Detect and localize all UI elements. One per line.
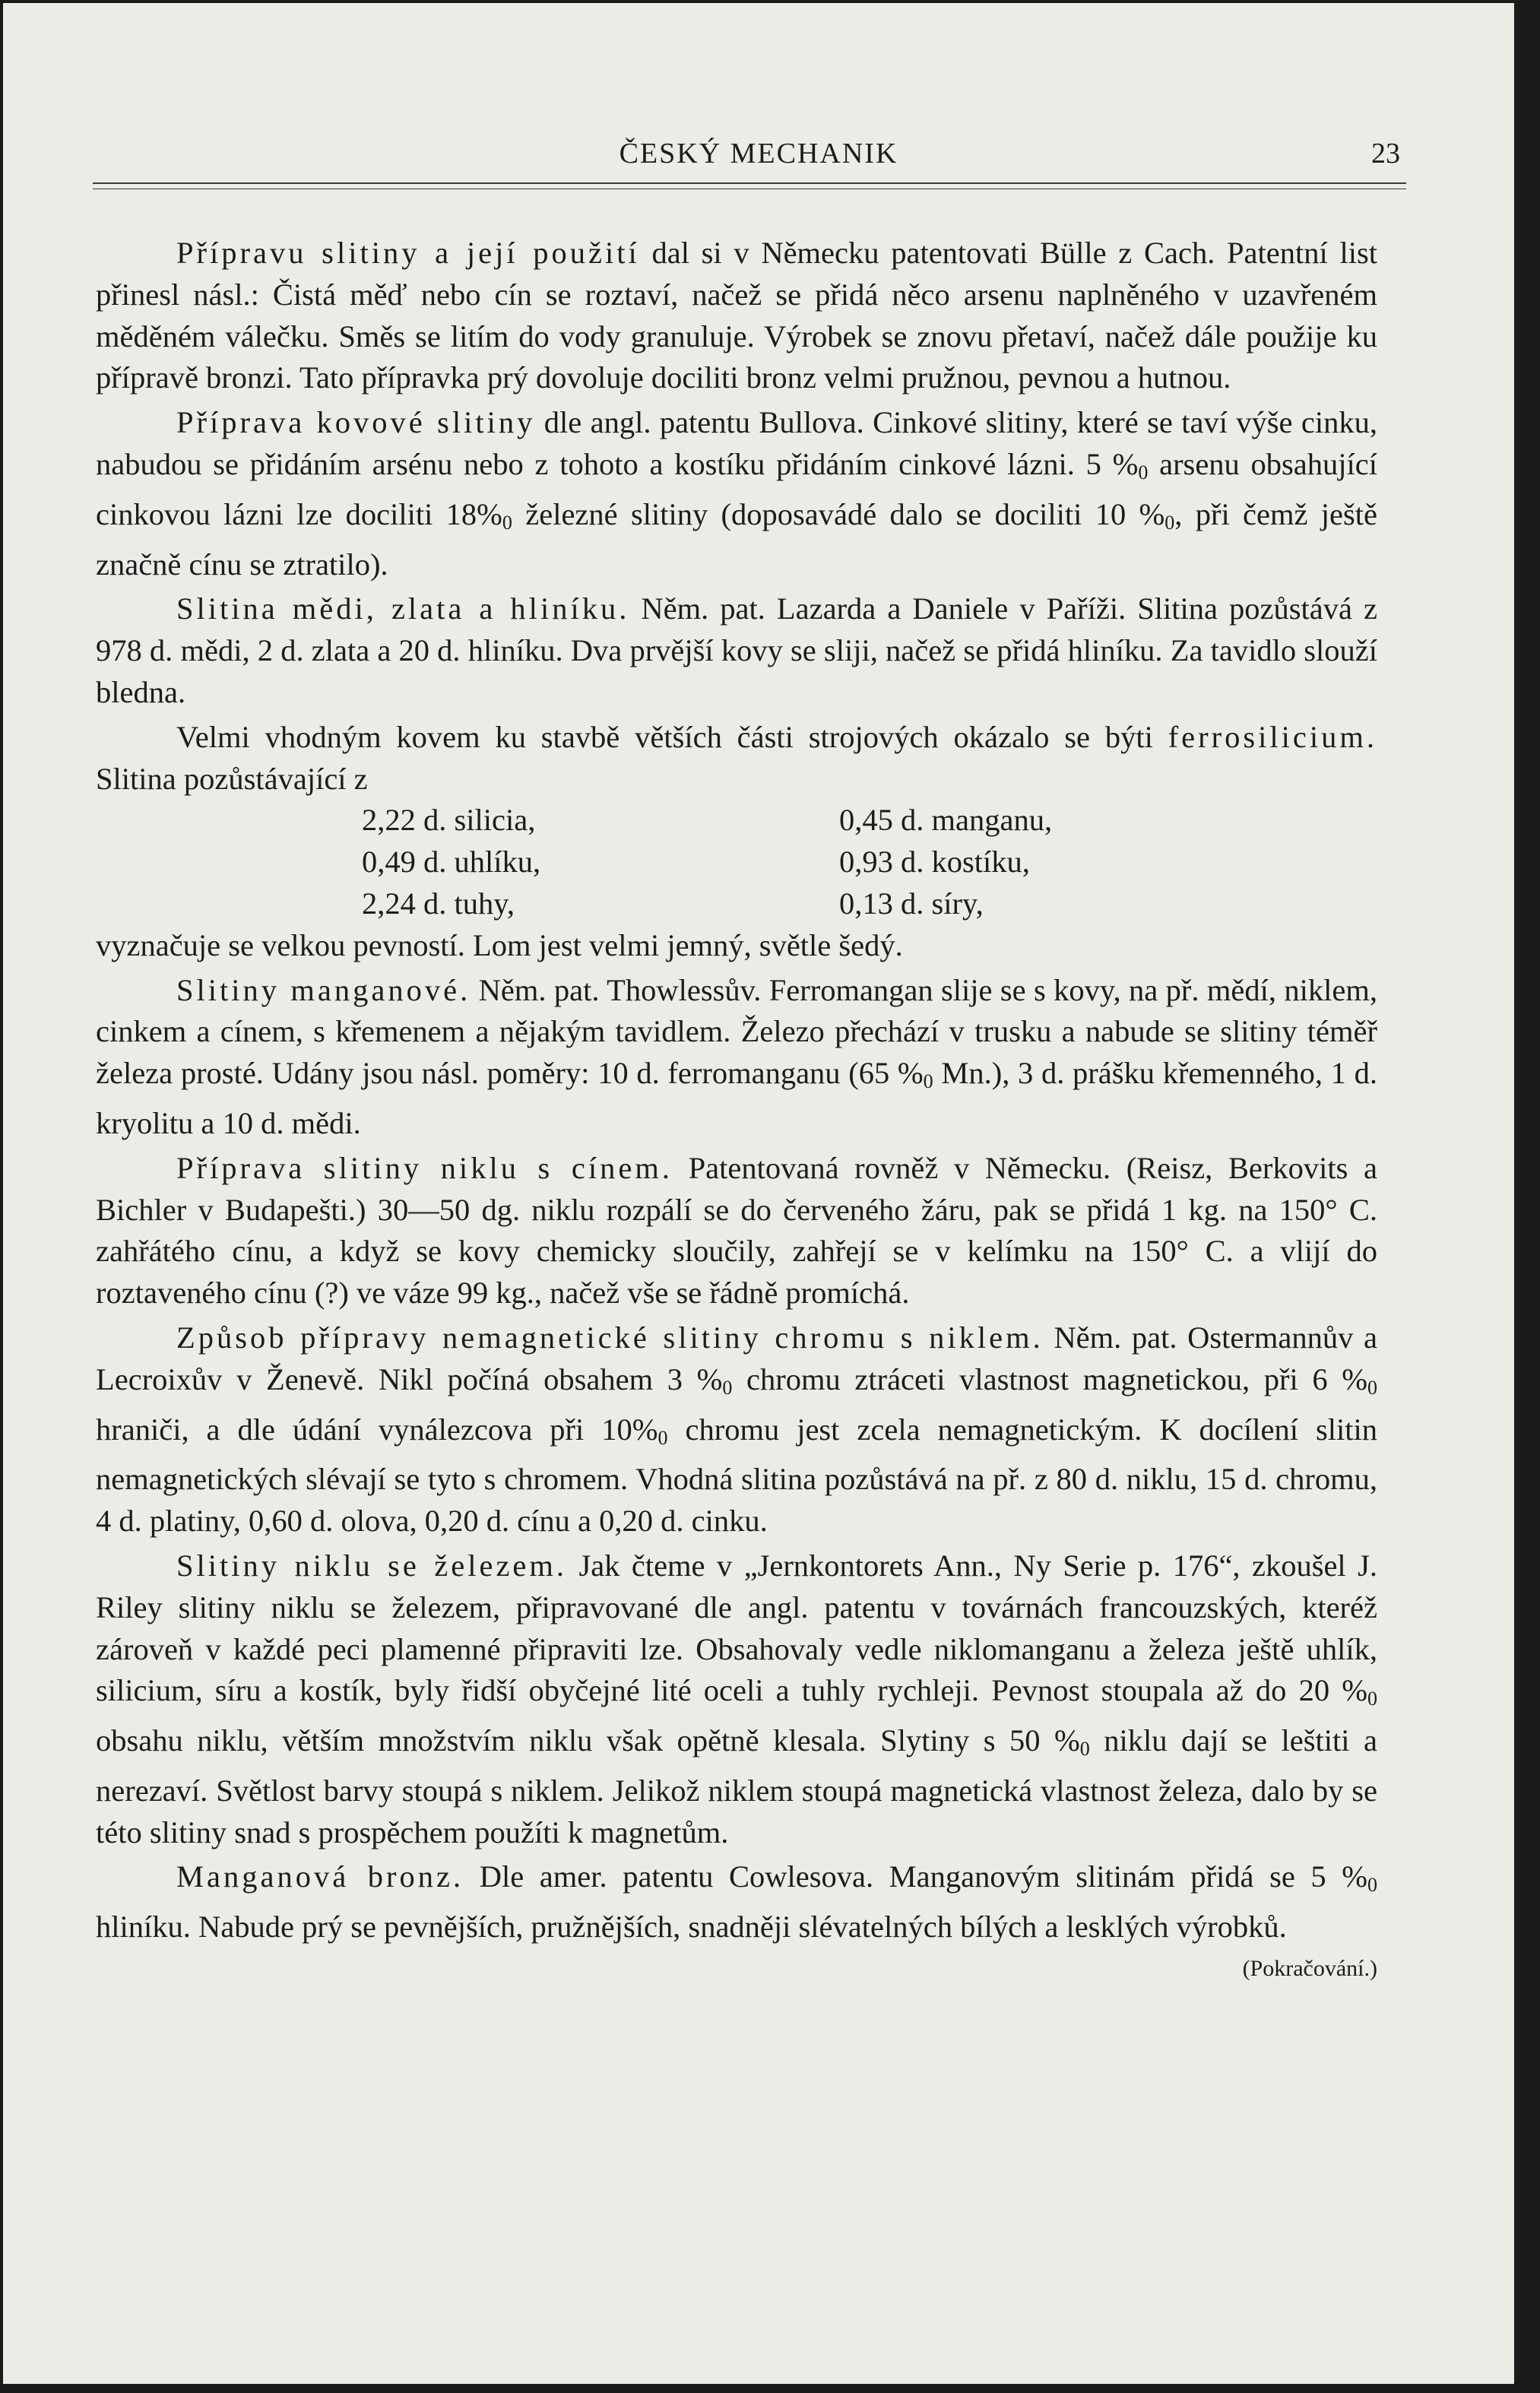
table-row xyxy=(362,842,1052,883)
spaced-lead: Slitiny niklu se železem. xyxy=(176,1548,568,1583)
table-cell: 0,45 d. manganu, xyxy=(839,803,1053,838)
table-cell: 0,93 d. kostíku, xyxy=(839,845,1030,880)
table-cell: 2,24 d. tuhy, xyxy=(362,886,515,921)
table-cell: 2,22 d. silicia, xyxy=(362,803,536,838)
article-body xyxy=(96,233,1377,1990)
header-rule xyxy=(93,182,1406,184)
spaced-lead: Příprava slitiny niklu s cínem. xyxy=(176,1150,673,1185)
spaced-lead: Slitiny manganové. xyxy=(176,972,471,1007)
running-title: ČESKÝ MECHANIK xyxy=(619,138,898,170)
spaced-lead: Způsob přípravy nemagnetické slitiny chromu s niklem. xyxy=(176,1320,1044,1355)
paragraph-7: Příprava slitiny niklu s cínem. Patentovaná rovněž v Německu. (Reisz, Berkovits a Bichler v Budapešti.) 30—50 dg. niklu rozpálí se do červeného žáru, pak se přidá 1 kg. na 150° C. zahřátého cínu, a když se kovy chemicky sloučily, zahřejí se v kelímku na 150° C. a vlijí do roztaveného cínu (?) ve váze 99 kg., načež vše se řádně promíchá. xyxy=(96,1150,1377,1311)
spaced-term: ferrosilicium. xyxy=(1168,719,1377,754)
paragraph-6: Slitiny manganové. Něm. pat. Thowlessův. Ferromangan slije se s kovy, na př. mědí, niklem, cinkem a cínem, s křemenem a nějakým tavidlem. Železo přechází v trusku a nabude se slitiny téměř železa prosté. Udány jsou násl. poměry: 10 d. ferromanganu (65 $\%_0$ Mn.), 3 d. prášku křemenného, 1 d. kryolitu a 10 d. mědi. xyxy=(96,972,1378,1140)
paragraph-4: Velmi vhodným kovem ku stavbě větších části strojových okázalo se býti ferrosilicium. Slitina pozůstávající z xyxy=(96,719,1377,796)
page-number: 23 xyxy=(1371,138,1400,170)
paragraph-10: Manganová bronz. Dle amer. patentu Cowlesova. Manganovým slitinám přidá se 5 $\%_0$ hliníku. Nabude prý se pevnějších, pružnějších, snadněji slévatelných bílých a lesklých výrobků. (Pokračování.) xyxy=(96,1856,1377,1948)
composition-table xyxy=(362,800,1052,924)
paragraph-5: vyznačuje se velkou pevností. Lom jest velmi jemný, světle šedý. xyxy=(96,927,903,962)
table-cell: 0,13 d. síry, xyxy=(839,886,984,921)
page-header xyxy=(3,137,1514,182)
table-row xyxy=(362,800,1052,842)
paragraph-3: Slitina mědi, zlata a hliníku. Něm. pat. Lazarda a Daniele v Paříži. Slitina pozůstává z 978 d. mědi, 2 d. zlata a 20 d. hliníku. Dva prvější kovy se sliji, načež se přidá hliníku. Za tavidlo slouží bledna. xyxy=(96,591,1377,709)
continued-note: (Pokračování.) xyxy=(1242,1956,1377,1982)
scanned-page xyxy=(3,3,1514,2384)
paragraph-2: Příprava kovové slitiny dle angl. patentu Bullova. Cinkové slitiny, které se taví výše cinku, nabudou se přidáním arsénu nebo z tohoto a kostíku přidáním cinkové lázni. 5 $\%_0$ arsenu obsahující cinkovou lázni lze dociliti $18\%_0$ železné slitiny (doposavádé dalo se dociliti 10 $\%_0$, při čemž ještě značně cínu se ztratilo). xyxy=(96,405,1378,582)
spaced-lead: Slitina mědi, zlata a hliníku. xyxy=(176,591,630,626)
paragraph-8: Způsob přípravy nemagnetické slitiny chromu s niklem. Něm. pat. Ostermannův a Lecroixův v Ženevě. Nikl počíná obsahem 3 $\%_0$ chromu ztráceti vlastnost magnetickou, při 6 $\%_0$ hraniči, a dle údání vynálezcova při $10\%_0$ chromu jest zcela nemagnetickým. K docílení slitin nemagnetických slévají se tyto s chromem. Vhodná slitina pozůstává na př. z 80 d. niklu, 15 d. chromu, 4 d. platiny, 0,60 d. olova, 0,20 d. cínu a 0,20 d. cinku. xyxy=(96,1320,1378,1539)
paragraph-1: Přípravu slitiny a její použití dal si v Německu patentovati Bülle z Cach. Patentní list přinesl násl.: Čistá měď nebo cín se roztaví, načež se přidá něco arsenu naplněného v uzavřeném měděném válečku. Směs se litím do vody granuluje. Výrobek se znovu přetaví, načež dále použije ku přípravě bronzi. Tato přípravka prý dovoluje dociliti bronz velmi pružnou, pevnou a hutnou. xyxy=(96,236,1377,395)
paragraph-9: Slitiny niklu se železem. Jak čteme v „Jernkontorets Ann., Ny Serie p. 176“, zkoušel J. Riley slitiny niklu se železem, připravované dle angl. patentu v továrnách francouzských, kteréž zároveň v každé peci plamenné připraviti lze. Obsahovaly vedle niklomanganu a železa ještě uhlík, silicium, síru a kostík, byly řidší obyčejné lité oceli a tuhly rychleji. Pevnost stoupala až do 20 $\%_0$ obsahu niklu, větším množstvím niklu však opětně klesala. Slytiny s 50 $\%_0$ niklu dají se leštiti a nerezaví. Světlost barvy stoupá s niklem. Jelikož niklem stoupá magnetická vlastnost železa, dalo by se této slitiny snad s prospěchem použíti k magnetům. xyxy=(96,1548,1377,1849)
spaced-lead: Přípravu slitiny a její použití xyxy=(176,236,640,270)
table-row xyxy=(362,883,1052,925)
spaced-lead: Manganová bronz. xyxy=(176,1859,464,1894)
table-cell: 0,49 d. uhlíku, xyxy=(362,845,541,880)
spaced-lead: Příprava kovové slitiny xyxy=(176,405,536,440)
